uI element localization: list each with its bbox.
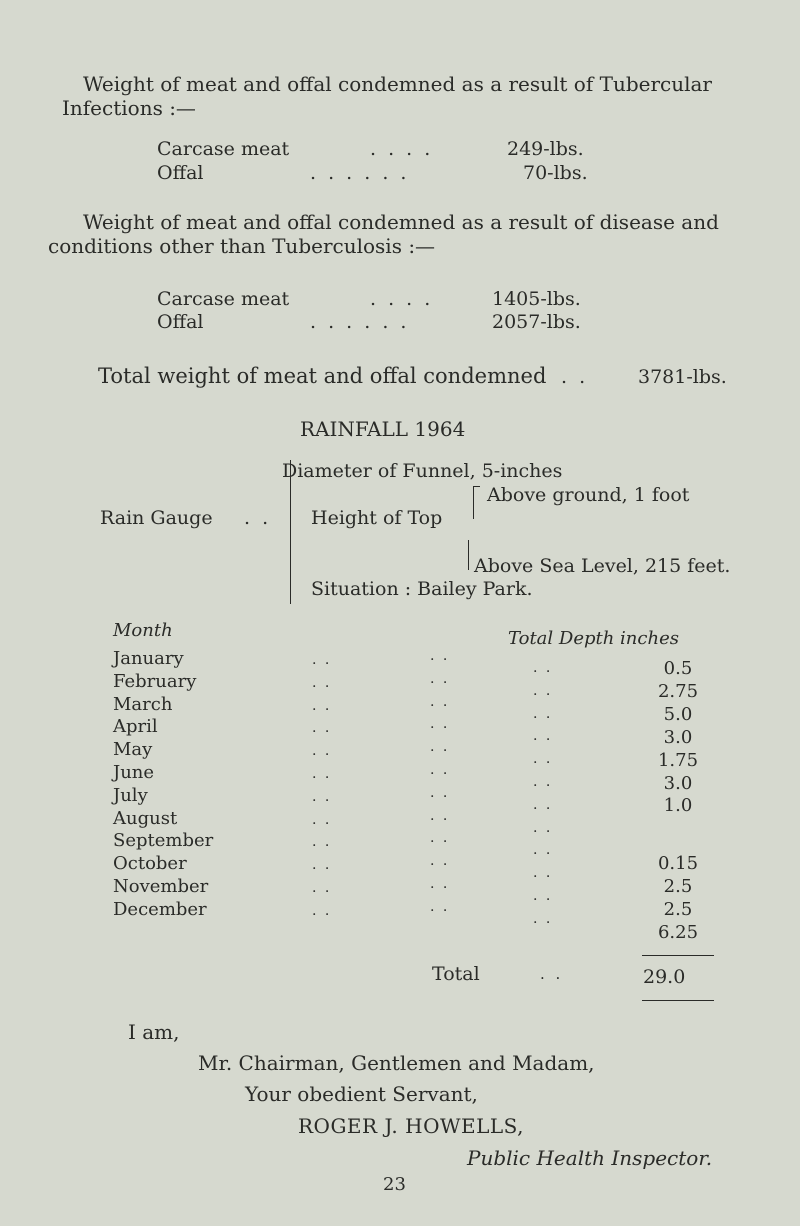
leader-dots: . . <box>312 674 332 691</box>
above-ground: Above ground, 1 foot <box>487 484 690 506</box>
leader-dots: . . <box>430 830 450 847</box>
closing-line3: Your obedient Servant, <box>245 1082 478 1106</box>
leader-dots: . . <box>430 853 450 870</box>
total-rule-top <box>642 955 714 956</box>
month-depth-value: 2.5 <box>663 899 693 920</box>
height-bracket-top <box>473 486 480 519</box>
leader-dots: . . <box>312 720 332 737</box>
other-offal-dots: . . . . . . <box>310 311 410 333</box>
leader-dots: . . <box>533 842 553 859</box>
leader-dots: . . <box>312 811 332 828</box>
month-name: March <box>113 693 173 715</box>
leader-dots: . . <box>312 857 332 874</box>
month-name: December <box>113 898 207 920</box>
funnel-diameter: Diameter of Funnel, 5-inches <box>282 460 563 482</box>
month-header: Month <box>113 620 173 641</box>
closing-line2: Mr. Chairman, Gentlemen and Madam, <box>198 1051 595 1075</box>
rainfall-total-label: Total <box>432 963 480 985</box>
situation: Situation : Bailey Park. <box>311 578 533 600</box>
month-depth-value: 1.75 <box>657 749 699 771</box>
rainfall-total-value: 29.0 <box>643 966 686 988</box>
leader-dots: . . <box>430 648 450 664</box>
leader-dots: . . <box>312 766 332 782</box>
closing-line1: I am, <box>128 1020 180 1044</box>
tb-offal-dots: . . . . . . <box>310 162 410 184</box>
month-name: September <box>113 830 214 852</box>
month-name: June <box>113 762 155 783</box>
total-weight-value: 3781-lbs. <box>638 366 727 388</box>
month-name: May <box>113 739 153 761</box>
tb-heading-line1: Weight of meat and offal condemned as a result of Tubercular <box>83 72 712 96</box>
tb-carcase-label: Carcase meat <box>157 138 290 160</box>
month-name: April <box>113 716 158 738</box>
rain-gauge-dots: . . <box>244 507 272 529</box>
leader-dots: . . <box>533 705 553 722</box>
month-name: January <box>113 648 184 669</box>
tb-offal-value: 70-lbs. <box>523 162 588 184</box>
month-depth-value: 0.5 <box>663 658 693 679</box>
tb-offal-label: Offal <box>157 162 204 184</box>
leader-dots: . . <box>312 880 332 896</box>
height-of-top-label: Height of Top <box>311 507 443 529</box>
above-sea-level: Above Sea Level, 215 feet. <box>474 555 731 577</box>
other-carcase-value: 1405-lbs. <box>492 288 581 310</box>
month-depth-value: 2.5 <box>663 876 693 898</box>
month-depth-value: 1.0 <box>663 795 693 817</box>
leader-dots: . . <box>533 751 553 768</box>
month-depth-value: 3.0 <box>663 772 693 794</box>
leader-dots: . . <box>533 682 553 699</box>
month-name: October <box>113 853 187 875</box>
other-offal-label: Offal <box>157 311 204 333</box>
signatory-name: ROGER J. HOWELLS, <box>298 1114 525 1138</box>
signatory-title: Public Health Inspector. <box>467 1146 713 1170</box>
month-name: February <box>113 670 197 692</box>
tb-carcase-dots: . . . . <box>370 138 434 160</box>
leader-dots: . . <box>430 716 450 733</box>
month-depth-value: 6.25 <box>657 921 699 943</box>
month-depth-value: 3.0 <box>663 726 693 748</box>
rain-gauge-bracket <box>290 460 291 604</box>
leader-dots: . . <box>312 902 332 919</box>
leader-dots: . . <box>312 788 332 805</box>
leader-dots: . . <box>430 807 450 824</box>
month-depth-value: 0.15 <box>657 853 699 875</box>
page-number: 23 <box>383 1174 406 1195</box>
leader-dots: . . <box>312 697 332 714</box>
rain-gauge-label: Rain Gauge <box>100 507 213 529</box>
leader-dots: . . <box>430 670 450 687</box>
leader-dots: . . <box>430 784 450 801</box>
leader-dots: . . <box>533 910 553 927</box>
leader-dots: . . <box>312 834 332 851</box>
leader-dots: . . <box>533 660 553 676</box>
leader-dots: . . <box>533 819 553 836</box>
month-name: November <box>113 876 209 897</box>
leader-dots: . . <box>430 876 450 892</box>
other-offal-value: 2057-lbs. <box>492 311 581 333</box>
rainfall-total-dots: . . <box>540 965 564 983</box>
leader-dots: . . <box>430 693 450 710</box>
total-weight-label: Total weight of meat and offal condemned <box>98 364 547 388</box>
rainfall-title: RAINFALL 1964 <box>300 417 466 441</box>
total-rule-bottom <box>642 1000 714 1001</box>
leader-dots: . . <box>533 796 553 813</box>
month-depth-value: 2.75 <box>657 680 699 702</box>
tb-carcase-value: 249-lbs. <box>507 138 584 160</box>
leader-dots: . . <box>430 739 450 756</box>
leader-dots: . . <box>430 762 450 778</box>
leader-dots: . . <box>312 652 332 668</box>
other-carcase-dots: . . . . <box>370 288 434 310</box>
depth-header: Total Depth inches <box>508 628 679 649</box>
month-depth-value: 5.0 <box>663 703 693 725</box>
leader-dots: . . <box>430 898 450 915</box>
height-bracket-bottom <box>468 540 469 570</box>
leader-dots: . . <box>312 743 332 760</box>
other-heading-line2: conditions other than Tuberculosis :— <box>48 234 436 258</box>
other-carcase-label: Carcase meat <box>157 288 290 310</box>
month-name: July <box>113 784 148 806</box>
total-weight-dots: . . <box>561 366 589 388</box>
leader-dots: . . <box>533 865 553 882</box>
other-heading-line1: Weight of meat and offal condemned as a result of disease and <box>83 210 719 234</box>
tb-heading-line2: Infections :— <box>62 96 196 120</box>
leader-dots: . . <box>533 774 553 790</box>
month-name: August <box>113 807 178 829</box>
leader-dots: . . <box>533 888 553 904</box>
leader-dots: . . <box>533 728 553 745</box>
